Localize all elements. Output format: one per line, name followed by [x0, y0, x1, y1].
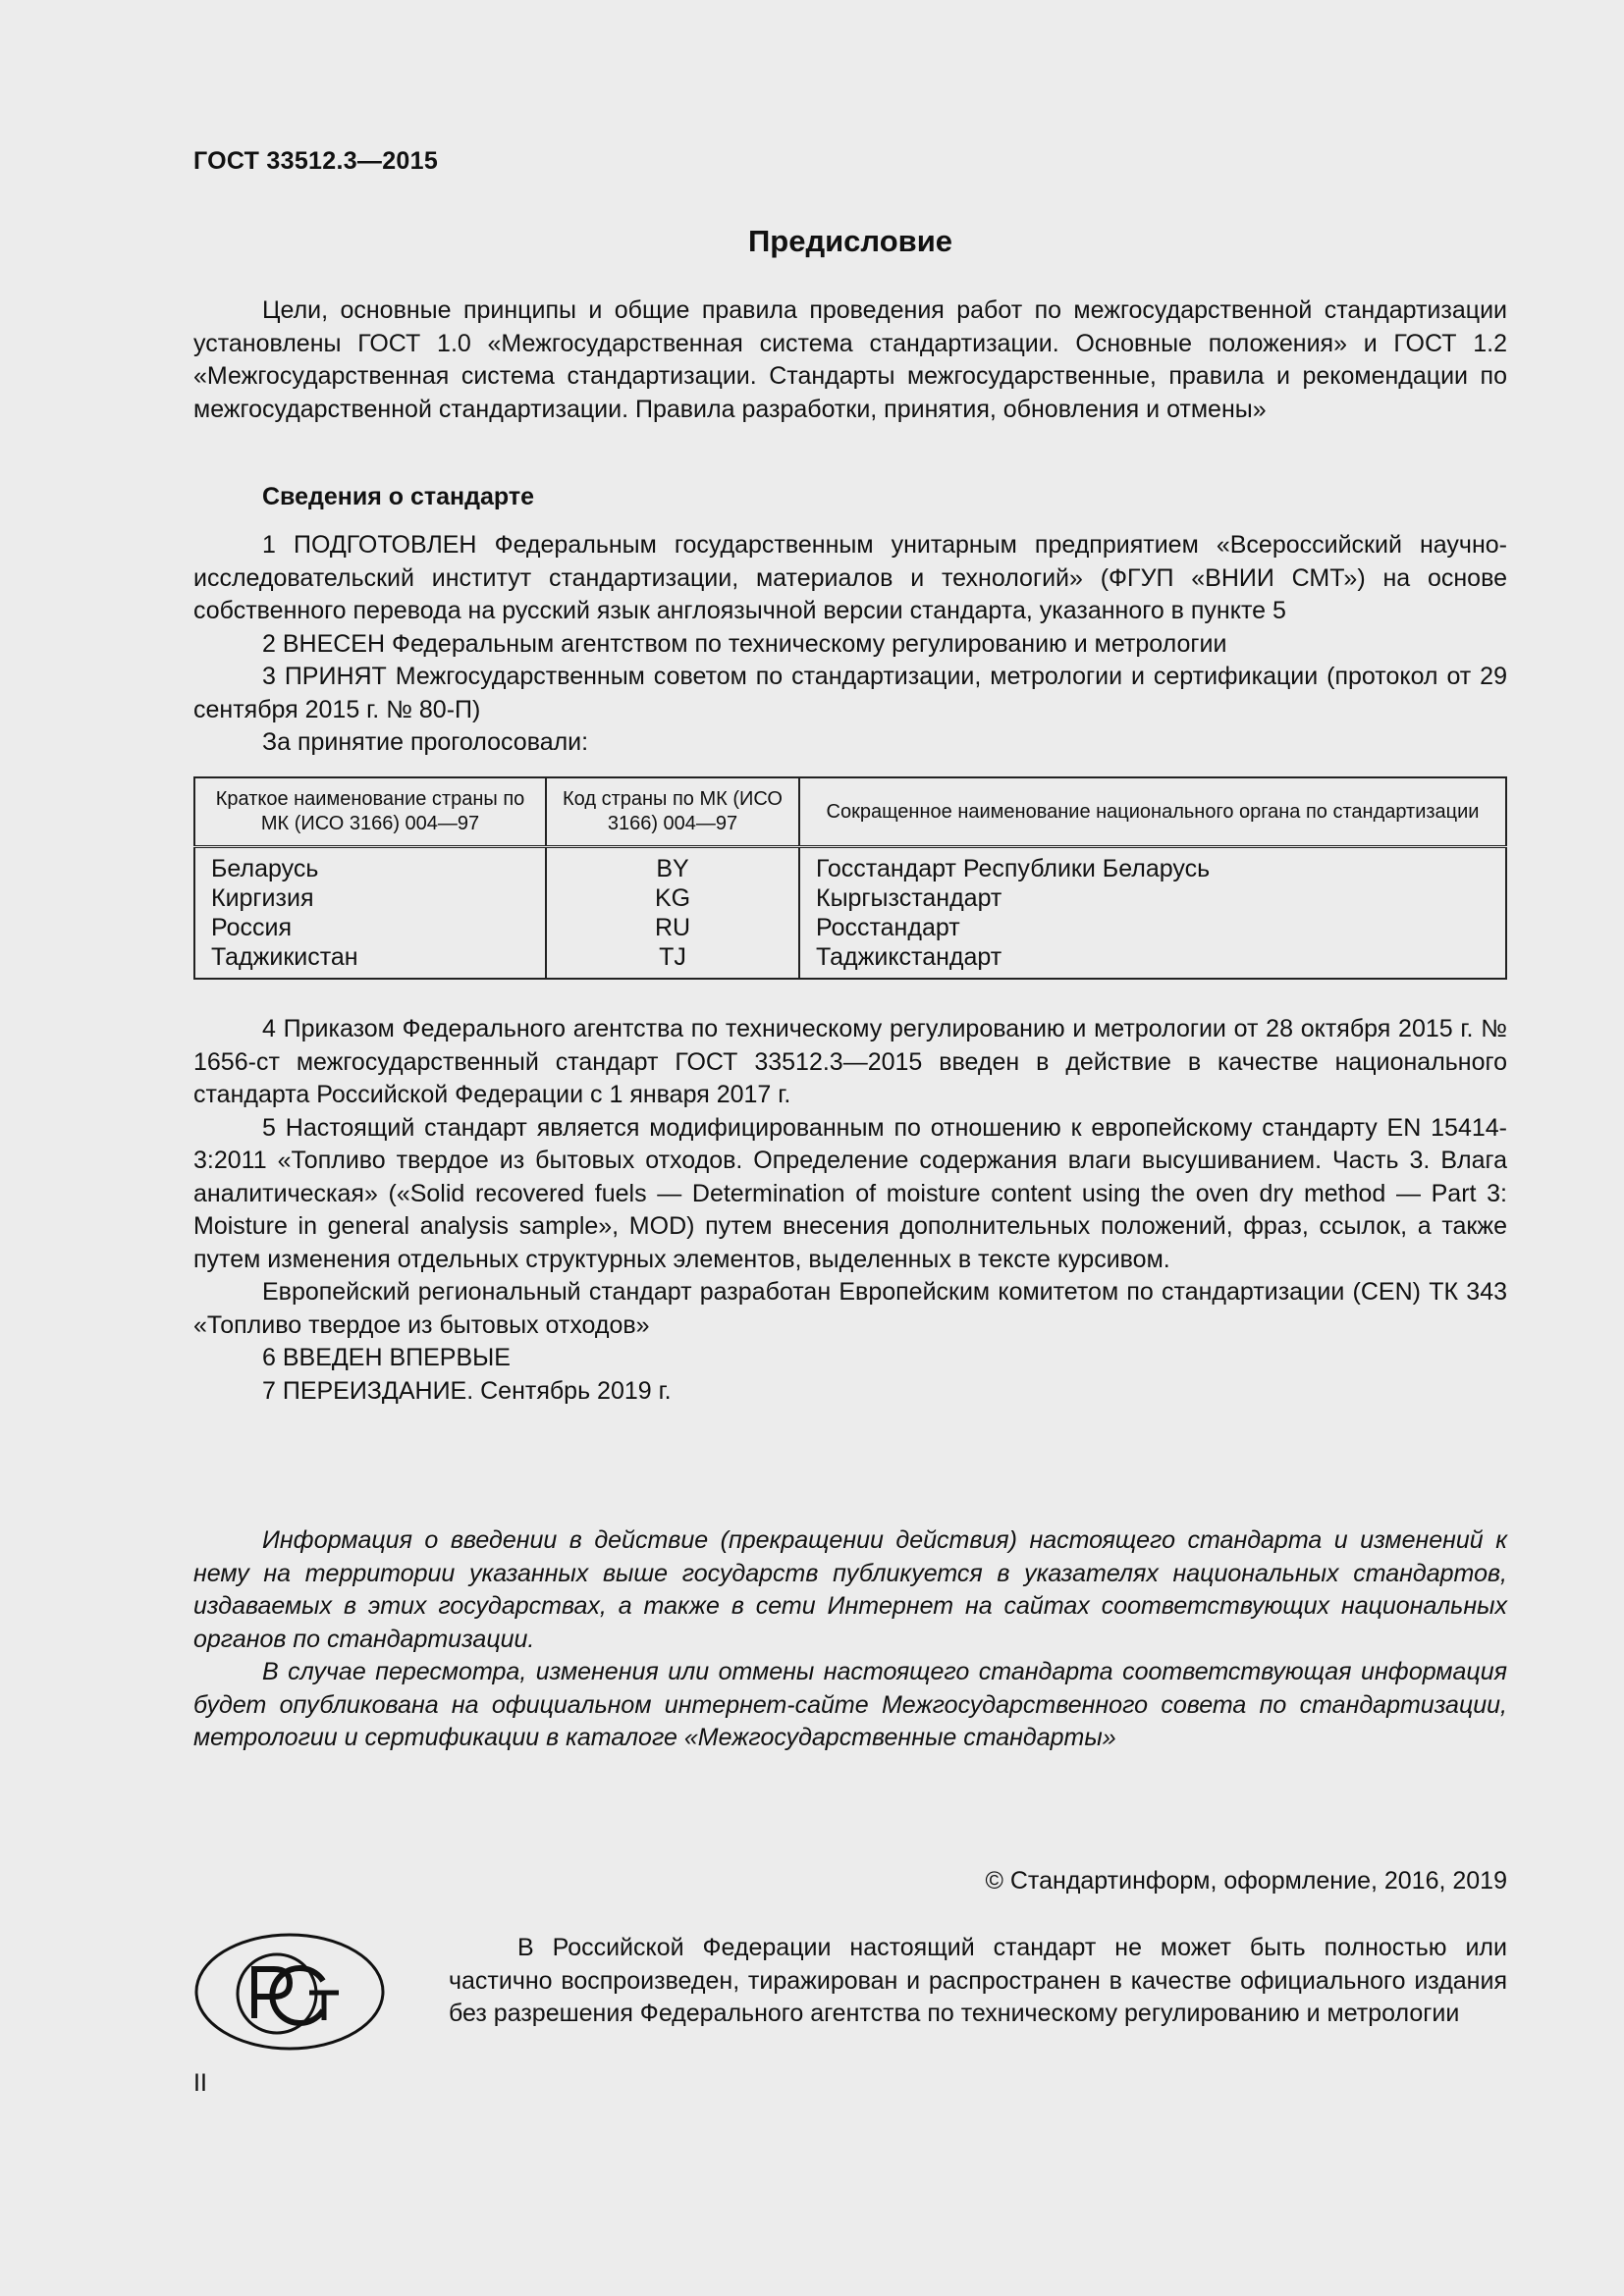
document-header: ГОСТ 33512.3—2015 [193, 147, 439, 175]
reproduction-notice [449, 1932, 1507, 2031]
item-5-continued: Европейский региональный стандарт разработан Европейским комитетом по стандартизации (CEN) ТК 343 «Топливо твердое из бытовых отходов» [193, 1278, 1507, 1339]
cell-country: Киргизия [194, 883, 546, 913]
cell-code: BY [546, 847, 799, 884]
table-header-row [194, 777, 1506, 847]
table-row [194, 913, 1506, 942]
cell-body: Госстандарт Республики Беларусь [799, 847, 1506, 884]
cell-body: Росстандарт [799, 913, 1506, 942]
cell-body: Таджикстандарт [799, 942, 1506, 979]
cell-country: Таджикистан [194, 942, 546, 979]
intro-paragraph: Цели, основные принципы и общие правила проведения работ по межгосударственной стандартизации установлены ГОСТ 1.0 «Межгосударственная система стандартизации. Основные положения» и ГОСТ 1.2 «Межгосударственная система стандартизации. Стандарты межгосударственные, правила и рекомендации по межгосударственной стандартизации. Правила разработки, принятия, обновления и отмены» [193, 296, 1507, 423]
cell-code: KG [546, 883, 799, 913]
item-2: 2 ВНЕСЕН Федеральным агентством по техническому регулированию и метрологии [262, 629, 1227, 658]
rst-logo-icon [193, 1932, 386, 2052]
col-header-code: Код страны по МК (ИСО 3166) 004—97 [546, 777, 799, 847]
cell-body: Кыргызстандарт [799, 883, 1506, 913]
cell-country: Беларусь [194, 847, 546, 884]
intro-section [193, 294, 1507, 426]
page-number: II [193, 2069, 207, 2097]
copyright-line: © Стандартинформ, оформление, 2016, 2019 [985, 1867, 1507, 1895]
notice-paragraph: В Российской Федерации настоящий стандарт не может быть полностью или частично воспроизведен, тиражирован и распространен в качестве официального издания без разрешения Федерального агентства по техническому регулированию и метрологии [449, 1934, 1507, 2027]
standard-info-section [193, 481, 1507, 514]
item-4: 4 Приказом Федерального агентства по техническому регулированию и метрологии от 28 октября 2015 г. № 1656-ст межгосударственный стандарт ГОСТ 33512.3—2015 введен в действие в качестве национального стандарта Российской Федерации с 1 января 2017 г. [193, 1015, 1507, 1108]
table-row [194, 942, 1506, 979]
items-after-section [193, 1013, 1507, 1408]
item-1: 1 ПОДГОТОВЛЕН Федеральным государственным унитарным предприятием «Всероссийский научно-исследовательский институт стандартизации, материалов и технологий» (ФГУП «ВНИИ СМТ») на основе собственного перевода на русский язык англоязычной версии стандарта, указанного в пункте 5 [193, 531, 1507, 624]
item-6: 6 ВВЕДЕН ВПЕРВЫЕ [262, 1344, 511, 1371]
cell-code: TJ [546, 942, 799, 979]
info-paragraph-2: В случае пересмотра, изменения или отмены настоящего стандарта соответствующая информация будет опубликована на официальном интернет-сайте Межгосударственного совета по стандартизации, метрологии и сертификации в каталоге «Межгосударственные стандарты» [193, 1658, 1507, 1751]
col-header-body: Сокращенное наименование национального органа по стандартизации [799, 777, 1506, 847]
cell-code: RU [546, 913, 799, 942]
item-3: 3 ПРИНЯТ Межгосударственным советом по стандартизации, метрологии и сертификации (протокол от 29 сентября 2015 г. № 80-П) [193, 663, 1507, 723]
col-header-country: Краткое наименование страны по МК (ИСО 3166) 004—97 [194, 777, 546, 847]
table-row [194, 847, 1506, 884]
cell-country: Россия [194, 913, 546, 942]
info-paragraph-1: Информация о введении в действие (прекращении действия) настоящего стандарта и изменений к нему на территории указанных выше государств публикуется в указателях национальных стандартов, издаваемых в этих государствах, а также в сети Интернет на сайтах соответствующих национальных органов по стандартизации. [193, 1526, 1507, 1653]
info-heading: Сведения о стандарте [262, 483, 535, 510]
italic-info-section [193, 1524, 1507, 1755]
item-5: 5 Настоящий стандарт является модифицированным по отношению к европейскому стандарту EN 15414-3:2011 «Топливо твердое из бытовых отходов. Определение содержания влаги высушиванием. Часть 3. Влага аналитическая» («Solid recovered fuels — Determination of moisture content using the oven dry method — Part 3: Moisture in general analysis sample», MOD) путем внесения дополнительных положений, фраз, ссылок, а также путем изменения отдельных структурных элементов, выделенных в тексте курсивом. [193, 1113, 1507, 1273]
voted-label: За принятие проголосовали: [262, 728, 589, 756]
voting-table [193, 776, 1507, 980]
page-title: Предисловие [747, 224, 952, 258]
item-7: 7 ПЕРЕИЗДАНИЕ. Сентябрь 2019 г. [262, 1376, 672, 1405]
items-section [193, 529, 1507, 760]
table-row [194, 883, 1506, 913]
